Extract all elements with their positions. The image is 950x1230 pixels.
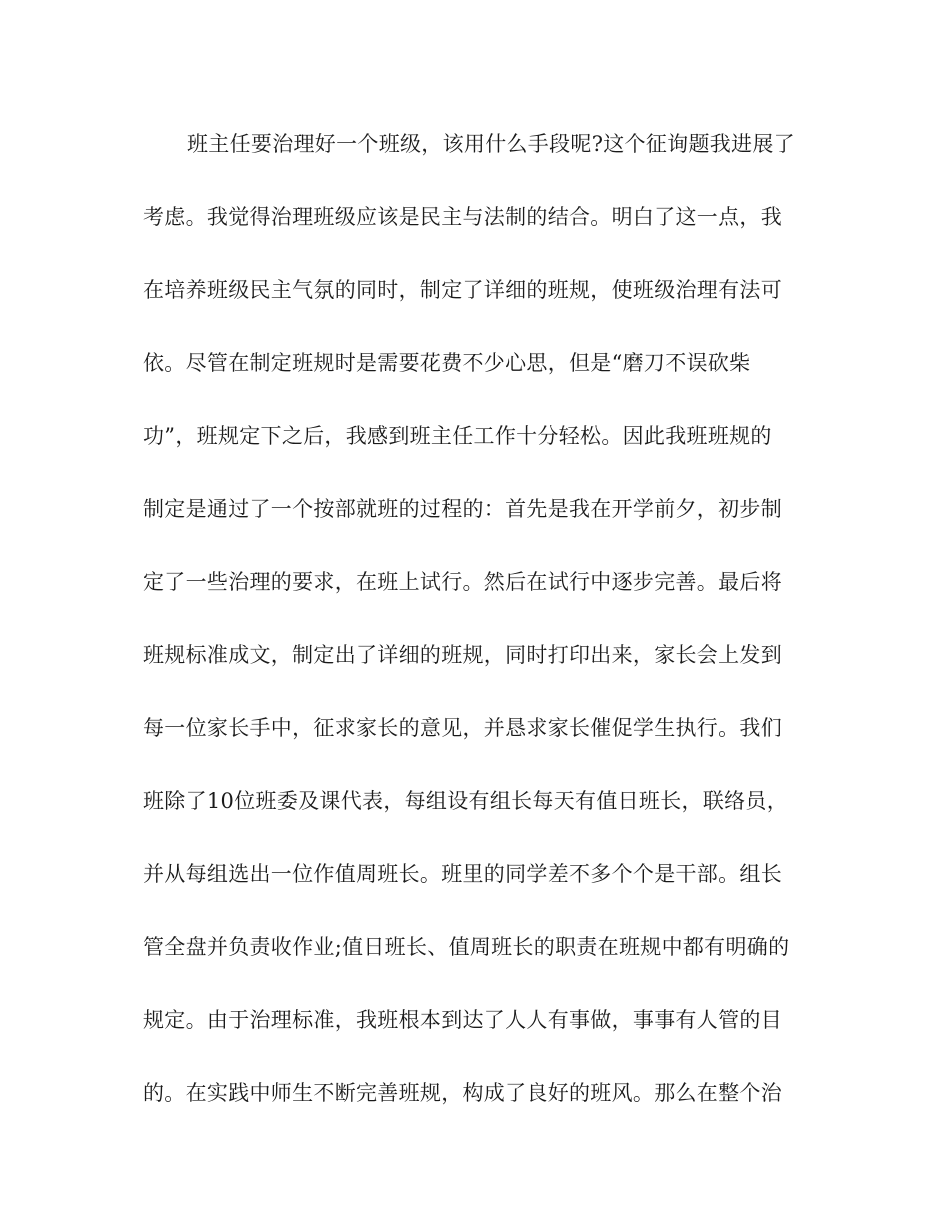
paragraph-line: 功”，班规定下之后，我感到班主任工作十分轻松。因此我班班规的 — [143, 424, 772, 448]
paragraph-line: 定了一些治理的要求，在班上试行。然后在试行中逐步完善。最后将 — [143, 570, 782, 594]
paragraph-line: 规定。由于治理标准，我班根本到达了人人有事做，事事有人管的目 — [143, 1008, 782, 1032]
paragraph-line: 在培养班级民主气氛的同时，制定了详细的班规，使班级治理有法可 — [143, 278, 782, 302]
paragraph-line: 班规标准成文，制定出了详细的班规，同时打印出来，家长会上发到 — [143, 643, 782, 667]
body-paragraph — [143, 124, 843, 1146]
paragraph-line: 班除了10位班委及课代表，每组设有组长每天有值日班长，联络员， — [143, 789, 789, 813]
paragraph-line: 每一位家长手中，征求家长的意见，并恳求家长催促学生执行。我们 — [143, 716, 782, 740]
paragraph-line: 的。在实践中师生不断完善班规，构成了良好的班风。那么在整个治 — [143, 1081, 782, 1105]
paragraph-line: 依。尽管在制定班规时是需要花费不少心思，但是“磨刀不误砍柴 — [143, 351, 751, 375]
paragraph-line: 制定是通过了一个按部就班的过程的：首先是我在开学前夕，初步制 — [143, 497, 782, 521]
paragraph-line: 并从每组选出一位作值周班长。班里的同学差不多个个是干部。组长 — [143, 862, 782, 886]
paragraph-line: 考虑。我觉得治理班级应该是民主与法制的结合。明白了这一点，我 — [143, 205, 782, 229]
paragraph-line: 管全盘并负责收作业;值日班长、值周班长的职责在班规中都有明确的 — [143, 935, 790, 959]
paragraph-line: 班主任要治理好一个班级，该用什么手段呢?这个征询题我进展了 — [187, 132, 795, 156]
